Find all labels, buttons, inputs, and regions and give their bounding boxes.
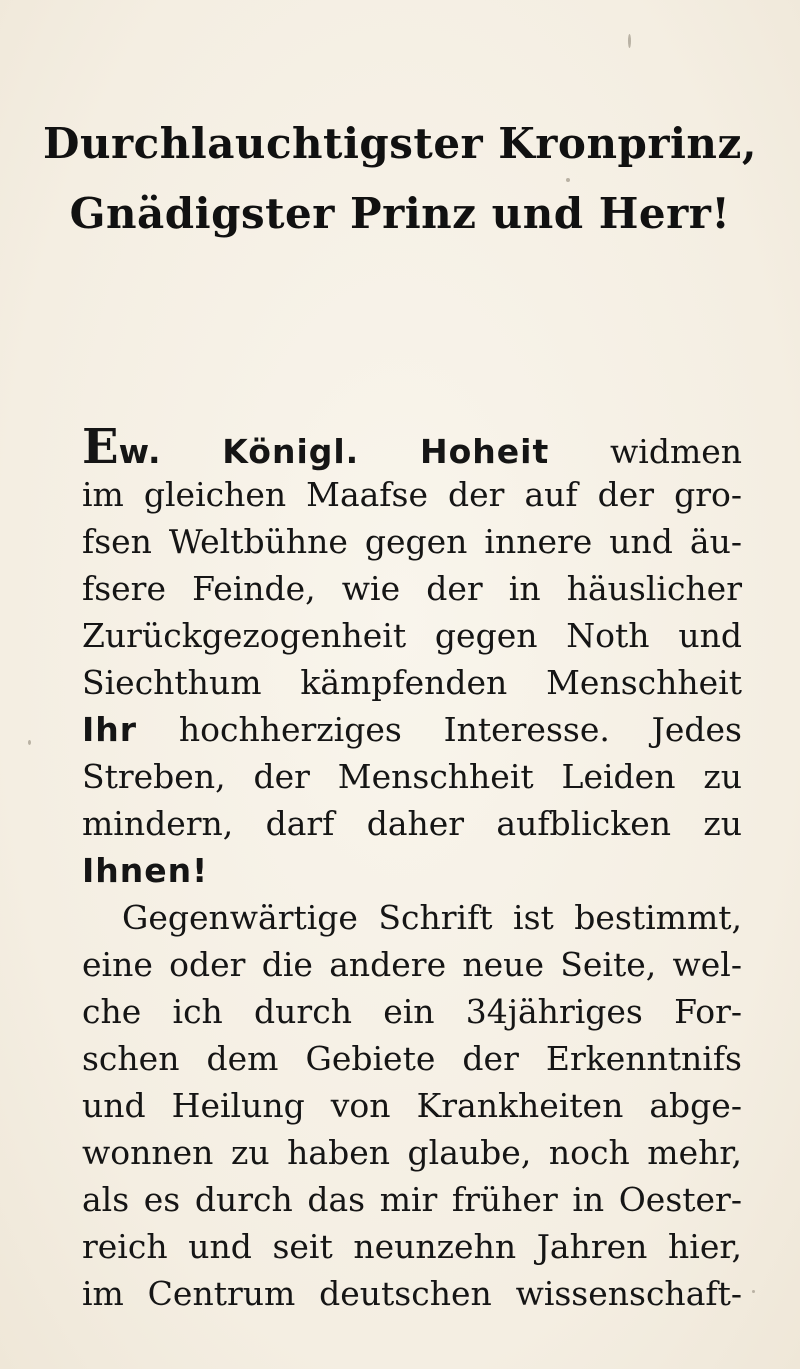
- paper-speck: [752, 1290, 755, 1293]
- text-line: im Centrum deutschen wissenschaft-: [82, 1274, 742, 1313]
- text-line: und Heilung von Krankheiten abge-: [82, 1086, 742, 1125]
- text-line: Zurückgezogenheit gegen Noth und: [82, 616, 742, 655]
- text-line: Siechthum kämpfenden Menschheit: [82, 663, 742, 702]
- text-line: Ihr hochherziges Interesse. Jedes: [82, 710, 742, 749]
- text-line: eine oder die andere neue Seite, wel-: [82, 945, 742, 984]
- initial-letter: E: [82, 419, 119, 475]
- text-line: fsere Feinde, wie der in häuslicher: [82, 569, 742, 608]
- text-line: Gegenwärtige Schrift ist bestimmt,: [122, 898, 742, 937]
- honorific: Ihr: [82, 710, 138, 749]
- paper-speck: [566, 178, 570, 182]
- honorific: Hoheit: [419, 432, 550, 471]
- text-line: im gleichen Maafse der auf der gro-: [82, 475, 742, 514]
- dedication-text: [82, 419, 743, 1317]
- honorific: Ihnen!: [82, 851, 209, 890]
- text-line: che ich durch ein 34jähriges For-: [82, 992, 742, 1031]
- text-line: fsen Weltbühne gegen innere und äu-: [82, 522, 742, 561]
- text-line: wonnen zu haben glaube, noch mehr,: [82, 1133, 742, 1172]
- text-line: Ew. Königl. Hoheit widmen: [82, 419, 743, 475]
- paper-speck: [628, 34, 631, 48]
- text-line: [82, 847, 742, 894]
- salutation-line-2: Gnädigster Prinz und Herr!: [69, 189, 731, 238]
- paper-speck: [28, 740, 31, 745]
- text-line: als es durch das mir früher in Oester-: [82, 1180, 742, 1219]
- text-line: mindern, darf daher aufblicken zu: [82, 804, 742, 843]
- text-line: reich und seit neunzehn Jahren hier,: [82, 1227, 742, 1266]
- text-line: schen dem Gebiete der Erkenntnifs: [82, 1039, 742, 1078]
- text-line: Streben, der Menschheit Leiden zu: [82, 757, 742, 796]
- salutation-line-1: Durchlauchtigster Kronprinz,: [43, 119, 757, 168]
- honorific: Königl.: [222, 432, 360, 471]
